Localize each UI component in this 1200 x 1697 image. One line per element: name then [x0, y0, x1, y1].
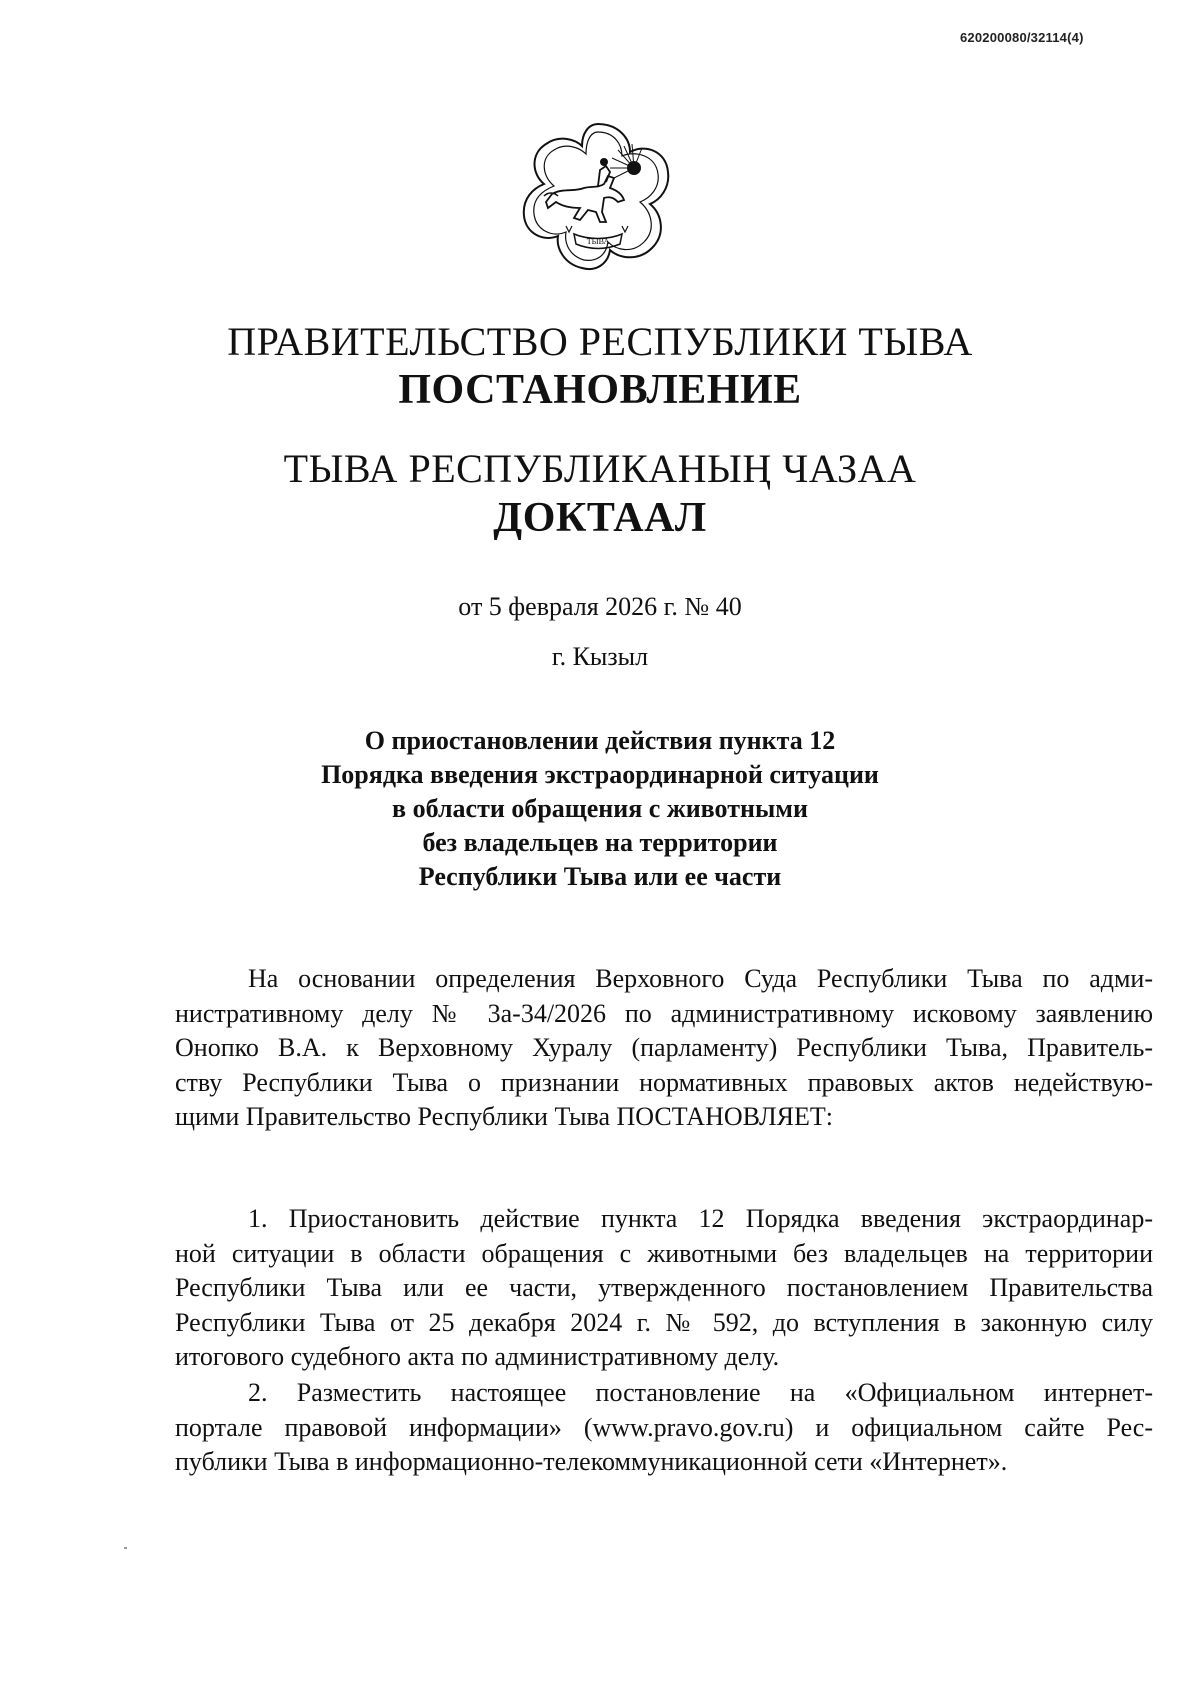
text-line: Республики Тыва от 25 декабря 2024 г. № 592, до вступления в законную силу	[175, 1307, 1153, 1337]
text-line: 1. Приостановить действие пункта 12 Порядка введения экстраординар-	[248, 1204, 1153, 1233]
text-line: публики Тыва в информационно-телекоммуникационной сети «Интернет».	[175, 1447, 1008, 1476]
text-line: итогового судебного акта по административному делу.	[175, 1342, 780, 1371]
text-line: Республики Тыва или ее части, утвержденного постановлением Правительства	[175, 1273, 1153, 1302]
text-line: нистративному делу № 3а-34/2026 по административному исковому заявлению	[175, 998, 1153, 1028]
subject-line: в области обращения с животными	[392, 794, 808, 823]
text-line: ной ситуации в области обращения с животными без владельцев на территории	[175, 1238, 1153, 1268]
document-subject	[300, 724, 900, 894]
item-2-paragraph	[175, 1376, 1153, 1480]
document-type-tuvan: ДОКТААЛ	[493, 495, 707, 541]
subject-line: без владельцев на территории	[422, 828, 778, 857]
document-type-russian: ПОСТАНОВЛЕНИЕ	[398, 367, 802, 413]
preamble-paragraph	[175, 962, 1153, 1135]
subject-line: О приостановлении действия пункта 12	[364, 726, 836, 755]
subject-line: Порядка введения экстраординарной ситуации	[321, 760, 879, 789]
document-date-number: от 5 февраля 2026 г. № 40	[458, 592, 742, 621]
document-registration-number: 620200080/32114(4)	[960, 30, 1084, 45]
government-name-tuvan: ТЫВА РЕСПУБЛИКАНЫҢ ЧАЗАА	[283, 446, 917, 491]
text-line: щими Правительство Республики Тыва ПОСТАНОВЛЯЕТ:	[175, 1102, 833, 1131]
scan-speck	[124, 1547, 127, 1549]
government-name-russian: ПРАВИТЕЛЬСТВО РЕСПУБЛИКИ ТЫВА	[227, 319, 973, 364]
text-line: портале правовой информации» (www.pravo.gov.ru) и официальном сайте Рес-	[175, 1412, 1153, 1442]
item-1-paragraph	[175, 1202, 1153, 1375]
emblem-banner-label: ТЫВА	[586, 237, 610, 246]
document-city: г. Кызыл	[551, 642, 649, 671]
text-line: ству Республики Тыва о признании нормативных правовых актов недействую-	[175, 1067, 1153, 1097]
text-line: На основании определения Верховного Суда Республики Тыва по адми-	[248, 964, 1153, 993]
tuva-emblem-icon	[518, 116, 678, 276]
text-line: 2. Разместить настоящее постановление на «Официальном интернет-	[248, 1378, 1153, 1407]
subject-line: Республики Тыва или ее части	[418, 862, 782, 891]
text-line: Онопко В.А. к Верховному Хуралу (парламенту) Республики Тыва, Правитель-	[175, 1033, 1153, 1062]
